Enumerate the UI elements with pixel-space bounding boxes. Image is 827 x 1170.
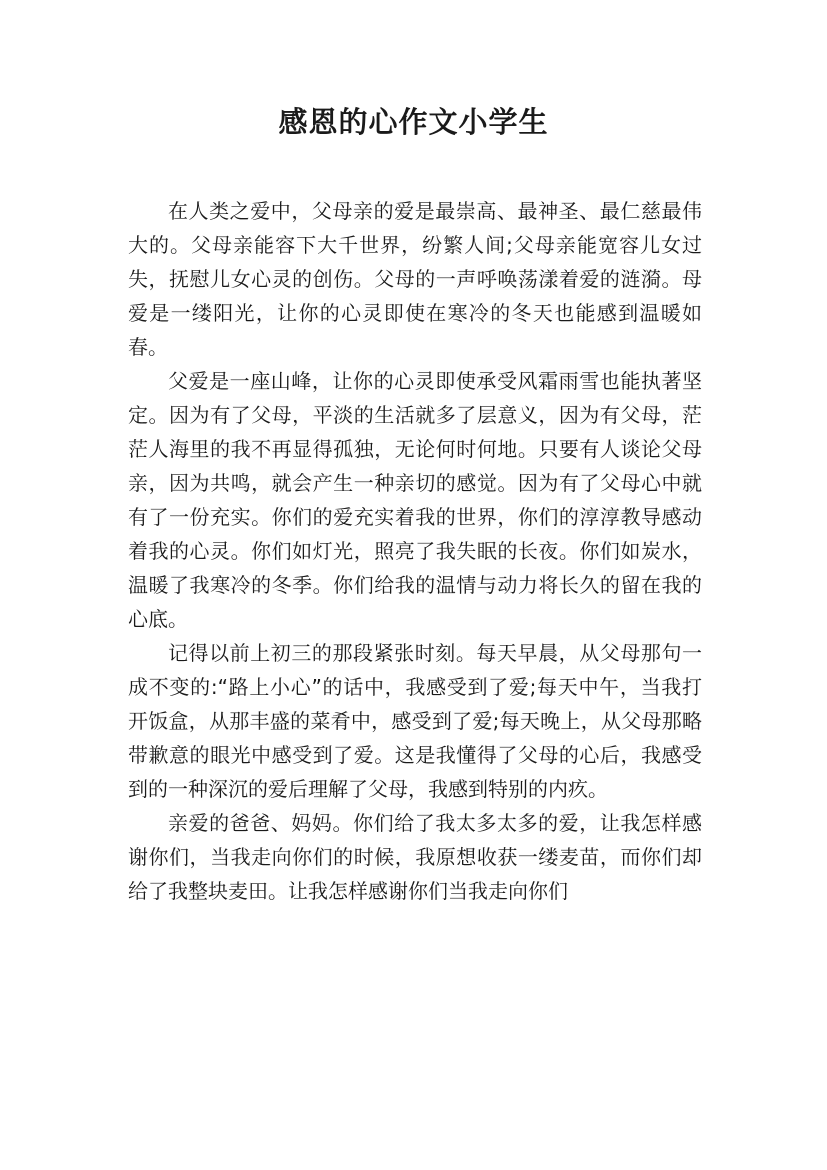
paragraph-3: 记得以前上初三的那段紧张时刻。每天早晨，从父母那句一成不变的:“路上小心”的话中，我感受到了爱;每天中午，当我打开饭盒，从那丰盛的菜肴中，感受到了爱;每天晚上，从父母那略带歉意的眼光中感受到了爱。这是我懂得了父母的心后，我感受到的一种深沉的爱后理解了父母，我感到特别的内疚。 — [128, 641, 702, 801]
paragraph-4: 亲爱的爸爸、妈妈。你们给了我太多太多的爱，让我怎样感谢你们，当我走向你们的时候，我原想收获一缕麦苗，而你们却给了我整块麦田。让我怎样感谢你们当我走向你们 — [128, 811, 702, 903]
document-body — [128, 194, 702, 908]
paragraph-2: 父爱是一座山峰，让你的心灵即使承受风霜雨雪也能执著坚定。因为有了父母，平淡的生活就多了层意义，因为有父母，茫茫人海里的我不再显得孤独，无论何时何地。只要有人谈论父母亲，因为共鸣，就会产生一种亲切的感觉。因为有了父母心中就有了一份充实。你们的爱充实着我的世界，你们的淳淳教导感动着我的心灵。你们如灯光，照亮了我失眠的长夜。你们如炭水，温暖了我寒冷的冬季。你们给我的温情与动力将长久的留在我的心底。 — [128, 369, 702, 631]
document-title: 感恩的心作文小学生 — [278, 105, 549, 139]
paragraph-1: 在人类之爱中，父母亲的爱是最崇高、最神圣、最仁慈最伟大的。父母亲能容下大千世界，纷繁人间;父母亲能宽容儿女过失，抚慰儿女心灵的创伤。父母的一声呼唤荡漾着爱的涟漪。母爱是一缕阳光，让你的心灵即使在寒冷的冬天也能感到温暖如春。 — [128, 199, 702, 359]
